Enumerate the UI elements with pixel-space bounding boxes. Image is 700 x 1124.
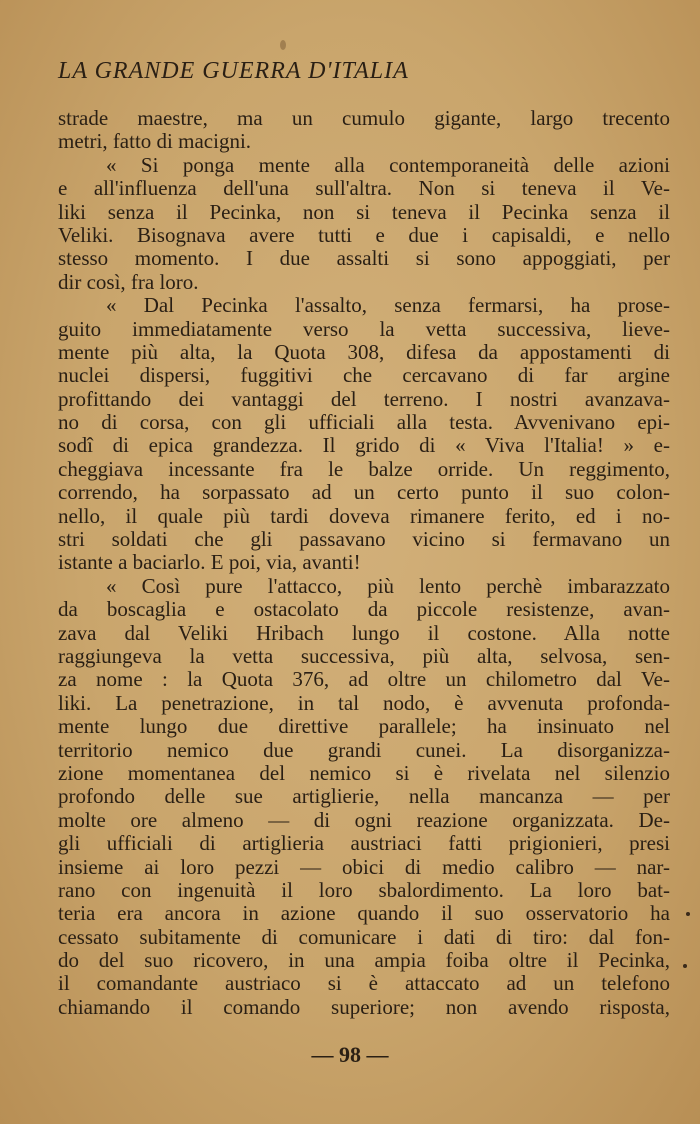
- text-line: da boscaglia e ostacolato da piccole resistenze, avan-: [58, 597, 670, 622]
- paper-stain: [280, 40, 286, 50]
- text-line: chiamando il comando superiore; non avendo risposta,: [58, 994, 670, 1019]
- text-line: raggiungeva la vetta successiva, più alta, selvosa, sen-: [58, 643, 670, 668]
- text-line: za nome : la Quota 376, ad oltre un chilometro dal Ve-: [58, 667, 670, 692]
- text-line: territorio nemico due grandi cunei. La disorganizza-: [58, 737, 670, 762]
- text-line: do del suo ricovero, in una ampia foiba oltre il Pecinka,: [58, 948, 670, 973]
- text-line: insieme ai loro pezzi — obici di medio calibro — nar-: [58, 854, 670, 879]
- text-line: Veliki. Bisognava avere tutti e due i capisaldi, e nello: [58, 222, 670, 247]
- text-line: correndo, ha sorpassato ad un certo punto il suo colon-: [58, 480, 670, 505]
- text-line: liki. La penetrazione, in tal nodo, è avvenuta profonda-: [58, 690, 670, 715]
- text-line: zione momentanea del nemico si è rivelata nel silenzio: [58, 760, 670, 785]
- text-line: no di corsa, con gli ufficiali alla testa. Avvenivano epi-: [58, 410, 670, 435]
- text-line: profondo delle sue artiglierie, nella mancanza — per: [58, 784, 670, 809]
- margin-speck: [683, 964, 687, 968]
- text-line: stri soldati che gli passavano vicino si fermavano un: [58, 527, 670, 552]
- text-line: strade maestre, ma un cumulo gigante, largo trecento: [58, 106, 670, 130]
- text-line: mente più alta, la Quota 308, difesa da appostamenti di: [58, 339, 670, 364]
- page-number: — 98 —: [311, 1042, 389, 1067]
- text-line: gli ufficiali di artiglieria austriaci fatti prigionieri, presi: [58, 831, 670, 856]
- text-line: cessato subitamente di comunicare i dati di tiro: dal fon-: [58, 924, 670, 949]
- text-line: dir così, fra loro.: [58, 269, 199, 294]
- text-line: mente lungo due direttive parallele; ha insinuato nel: [58, 714, 670, 739]
- text-line: il comandante austriaco si è attaccato ad un telefono: [58, 971, 670, 996]
- text-line: stesso momento. I due assalti si sono appoggiati, per: [58, 246, 670, 271]
- text-line: « Si ponga mente alla contemporaneità delle azioni: [106, 152, 670, 177]
- text-line: molte ore almeno — di ogni reazione organizzata. De-: [58, 807, 670, 832]
- text-line: nello, il quale più tardi doveva rimanere ferito, ed i no-: [58, 503, 670, 528]
- text-line: sodî di epica grandezza. Il grido di « Viva l'Italia! » e-: [58, 433, 670, 458]
- text-line: « Così pure l'attacco, più lento perchè imbarazzato: [106, 573, 670, 598]
- text-line: liki senza il Pecinka, non si teneva il Pecinka senza il: [58, 199, 670, 224]
- text-line: profittando dei vantaggi del terreno. I nostri avanzava-: [58, 386, 670, 411]
- body-text: [58, 107, 670, 1019]
- text-line: e all'influenza dell'una sull'altra. Non si teneva il Ve-: [58, 176, 670, 201]
- text-line: nuclei dispersi, fuggitivi che cercavano di far argine: [58, 363, 670, 388]
- text-line: guito immediatamente verso la vetta successiva, lieve-: [58, 316, 670, 341]
- text-line: metri, fatto di macigni.: [58, 129, 252, 154]
- text-line: teria era ancora in azione quando il suo osservatorio ha: [58, 901, 670, 926]
- text-line: rano con ingenuità il loro sbalordimento. La loro bat-: [58, 877, 670, 902]
- text-line: istante a baciarlo. E poi, via, avanti!: [58, 550, 361, 575]
- margin-speck: [686, 912, 690, 916]
- text-line: zava dal Veliki Hribach lungo il costone. Alla notte: [58, 620, 670, 645]
- text-line: cheggiava incessante fra le balze orride. Un reggimento,: [58, 456, 670, 481]
- running-head: LA GRANDE GUERRA D'ITALIA: [58, 58, 409, 84]
- text-line: « Dal Pecinka l'assalto, senza fermarsi, ha prose-: [106, 293, 670, 318]
